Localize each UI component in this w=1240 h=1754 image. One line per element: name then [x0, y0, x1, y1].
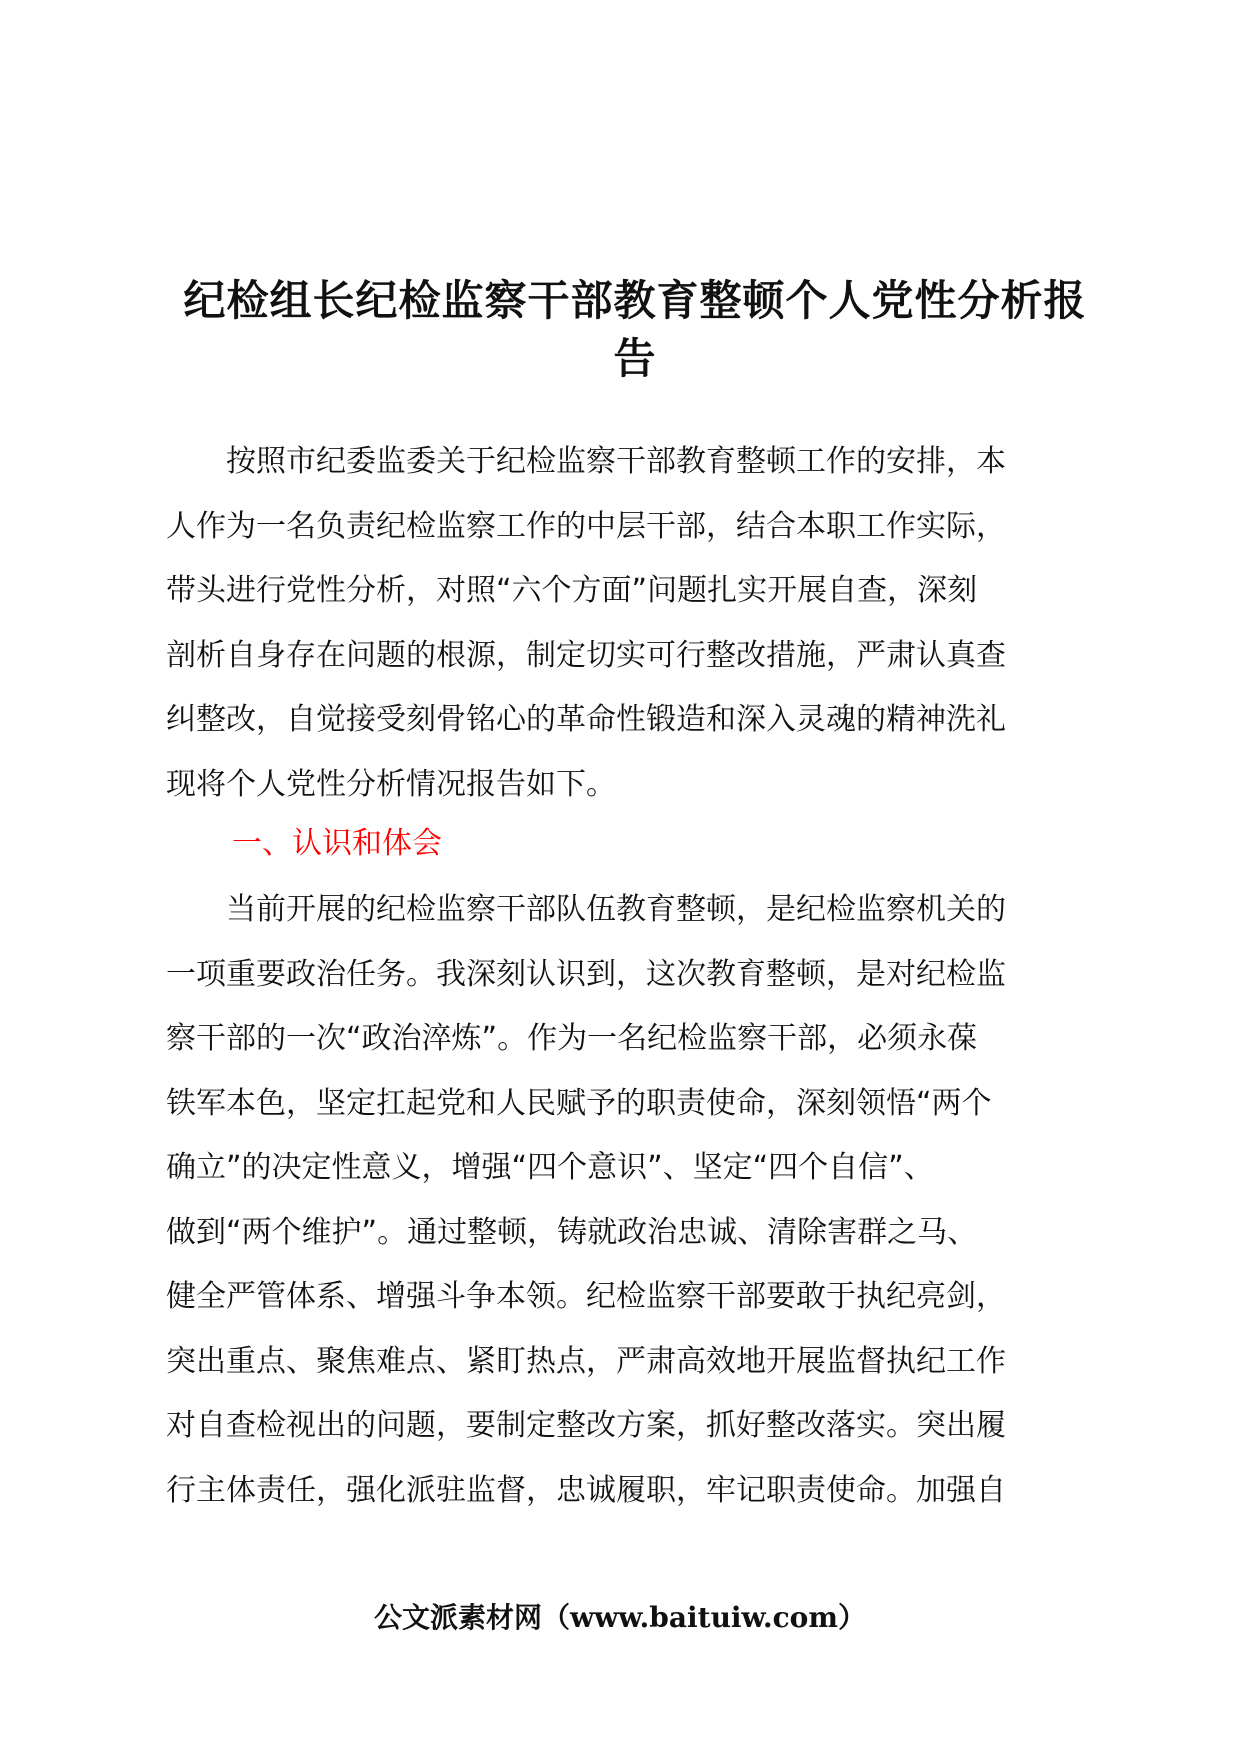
- paragraph-line: 行主体责任，强化派驻监督，忠诚履职，牢记职责使命。加强自: [166, 1472, 1006, 1508]
- paragraph-line: 带头进行党性分析，对照“六个方面”问题扎实开展自查，深刻: [166, 573, 978, 608]
- paragraph-line: 察干部的一次“政治淬炼”。作为一名纪检监察干部，必须永葆: [166, 1021, 978, 1056]
- paragraph-line: 现将个人党性分析情况报告如下。: [166, 766, 616, 802]
- document-title: [150, 272, 1120, 388]
- paragraph-line: 突出重点、聚焦难点、紧盯热点，严肃高效地开展监督执纪工作: [166, 1343, 1006, 1379]
- paragraph-line: 一项重要政治任务。我深刻认识到，这次教育整顿，是对纪检监: [166, 956, 1006, 992]
- footer-watermark: 公文派素材网（www.baituiw.com）: [374, 1601, 866, 1634]
- paragraph-line: 人作为一名负责纪检监察工作的中层干部，结合本职工作实际，: [166, 508, 1006, 544]
- paragraph-line: 纠整改，自觉接受刻骨铭心的革命性锻造和深入灵魂的精神洗礼: [166, 702, 1006, 737]
- paragraph-line: 健全严管体系、增强斗争本领。纪检监察干部要敢于执纪亮剑，: [166, 1279, 1006, 1314]
- paragraph-line: 按照市纪委监委关于纪检监察干部教育整顿工作的安排，本: [166, 444, 1006, 479]
- intro-paragraph: [166, 430, 1091, 817]
- paragraph-line: 对自查检视出的问题，要制定整改方案，抓好整改落实。突出履: [166, 1408, 1006, 1443]
- section-paragraph: [166, 878, 1091, 1523]
- paragraph-line: 当前开展的纪检监察干部队伍教育整顿，是纪检监察机关的: [166, 892, 1006, 927]
- title-line-1: 纪检组长纪检监察干部教育整顿个人党性分析报: [183, 276, 1087, 325]
- paragraph-line: 剖析自身存在问题的根源，制定切实可行整改措施，严肃认真查: [166, 637, 1006, 673]
- title-line-2: 告: [613, 334, 657, 383]
- paragraph-line: 铁军本色，坚定扛起党和人民赋予的职责使命，深刻领悟“两个: [166, 1085, 992, 1121]
- paragraph-line: 确立”的决定性意义，增强“四个意识”、坚定“四个自信”、: [166, 1150, 934, 1185]
- section-heading: 一、认识和体会: [232, 826, 442, 861]
- paragraph-line: 做到“两个维护”。通过整顿，铸就政治忠诚、清除害群之马、: [166, 1214, 978, 1250]
